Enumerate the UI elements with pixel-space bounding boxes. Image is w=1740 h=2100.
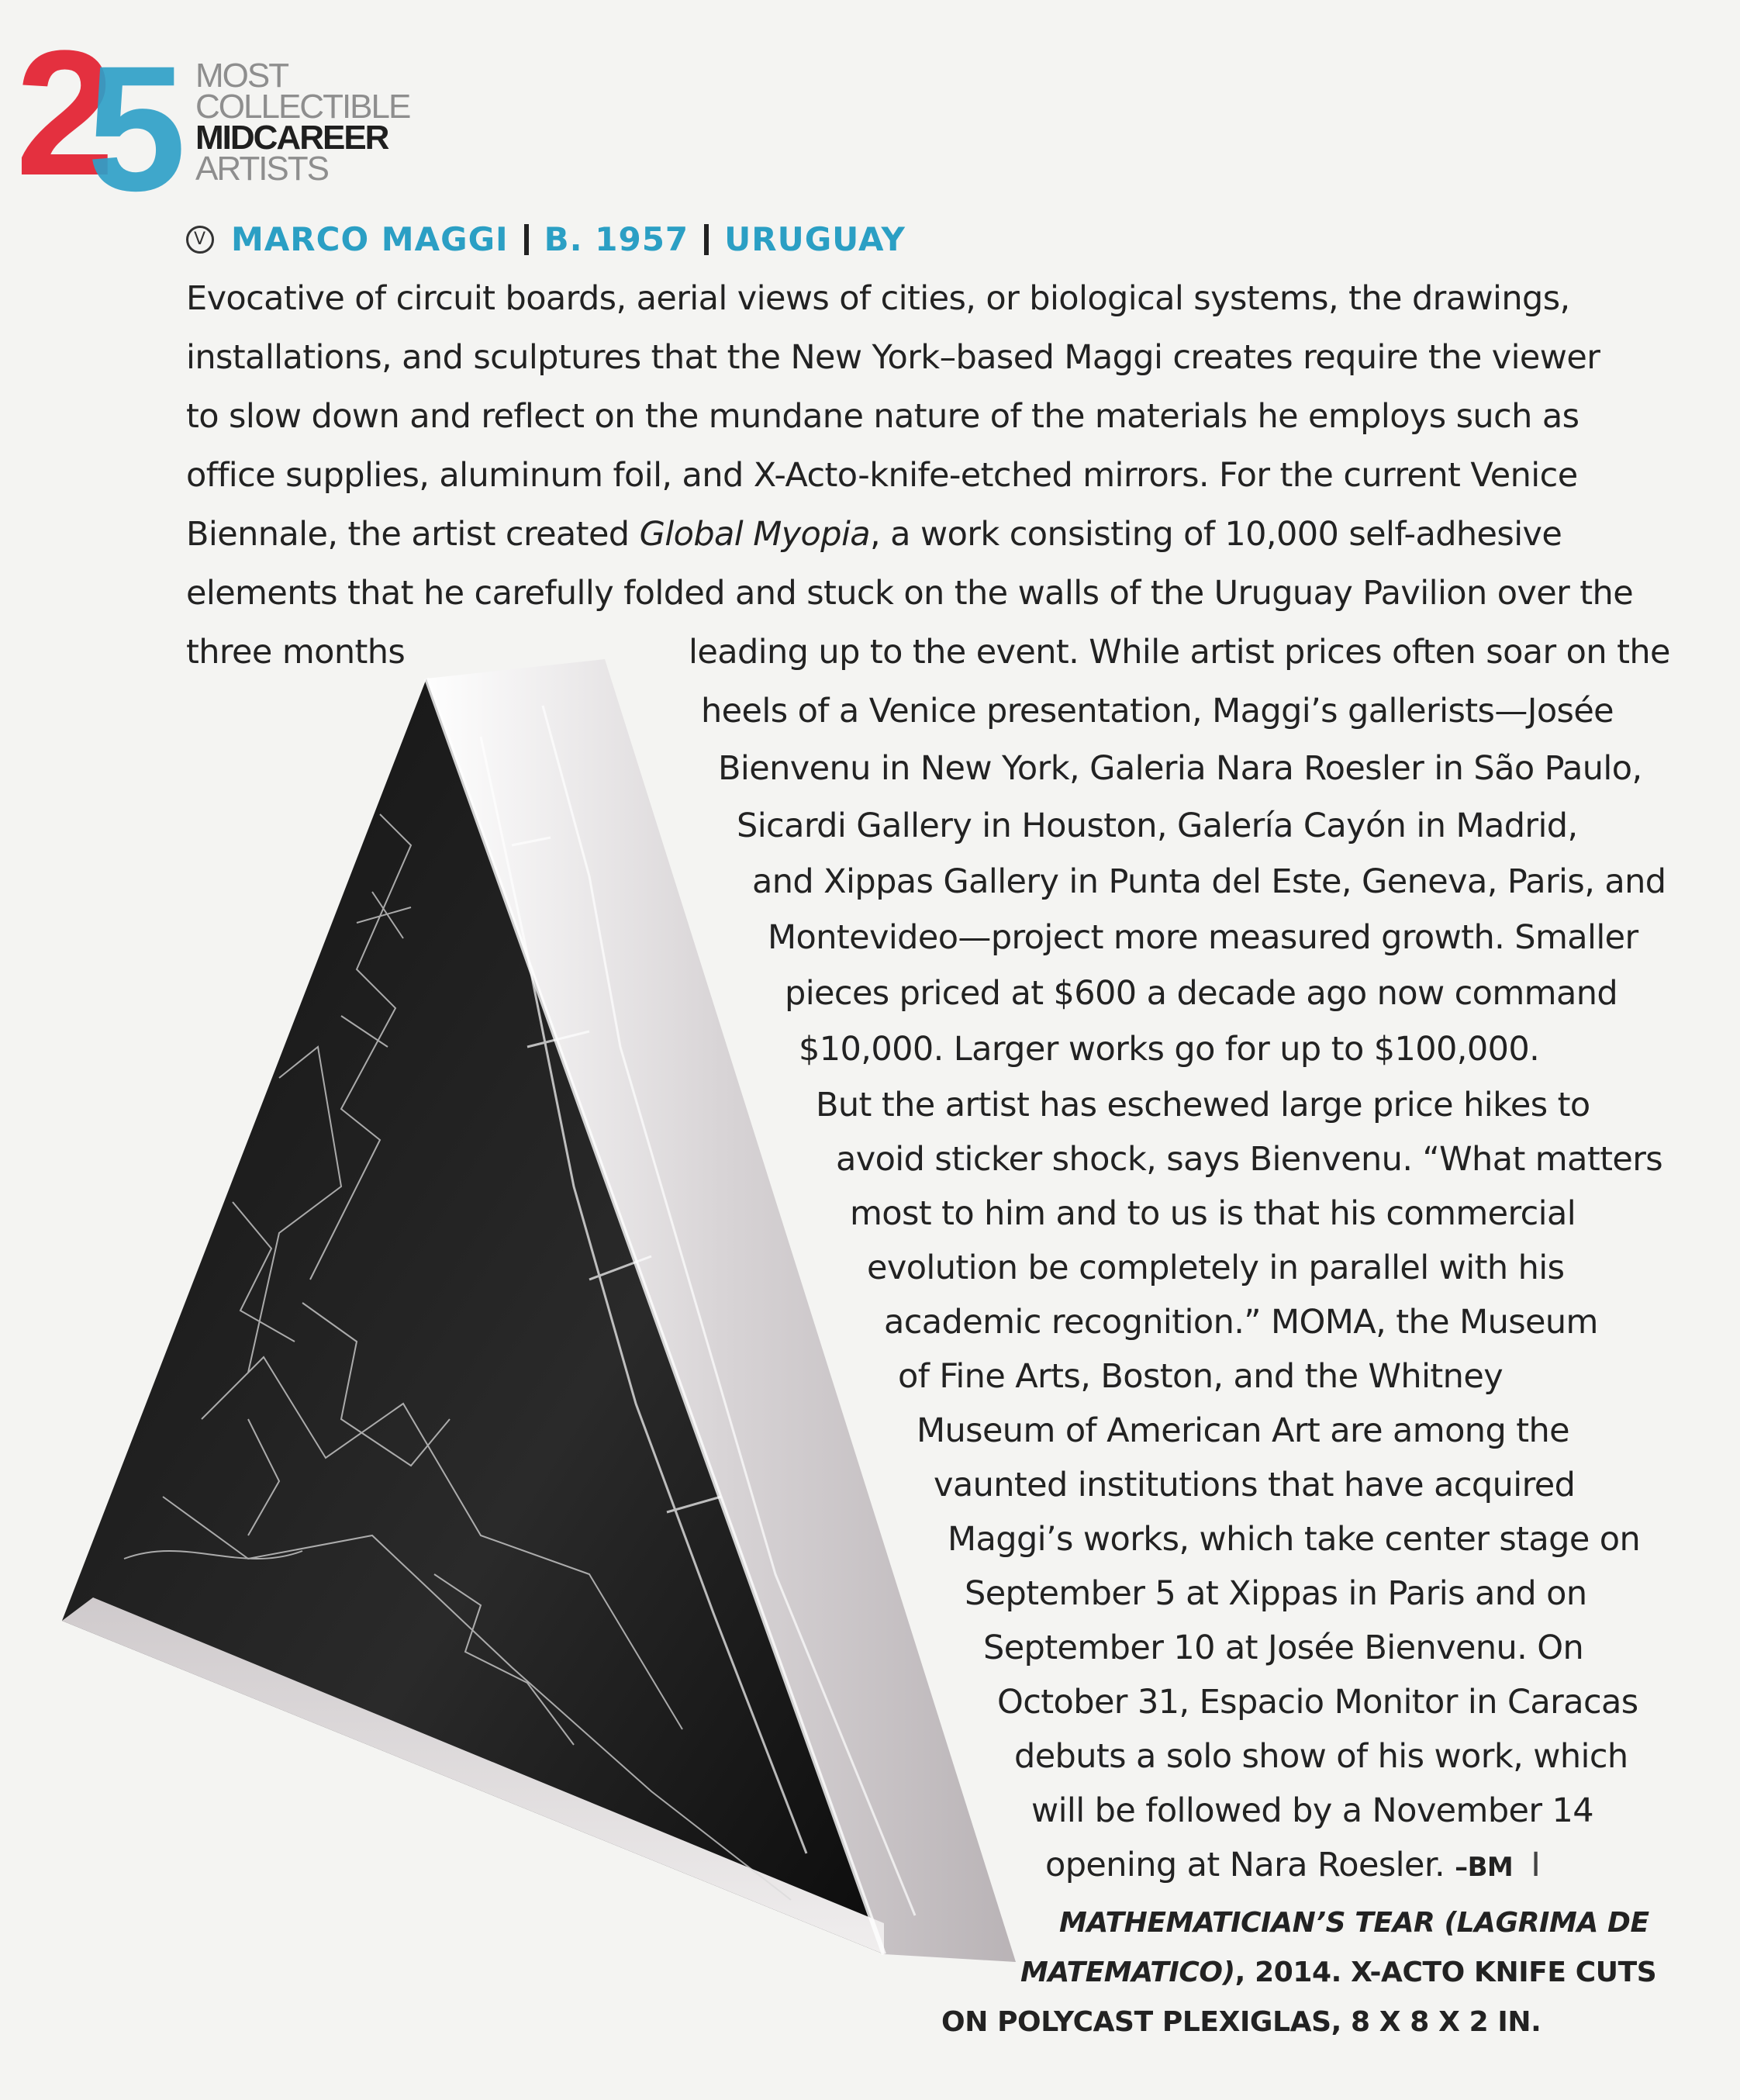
article-line: pieces priced at $600 a decade ago now command <box>785 974 1618 1013</box>
article-line: $10,000. Larger works go for up to $100,000. <box>799 1030 1540 1069</box>
article-line: three months <box>186 633 406 672</box>
caption-line <box>1020 1956 1656 1990</box>
byline-divider <box>704 224 709 255</box>
article-line <box>1045 1846 1540 1887</box>
caption-separator: I <box>1531 1846 1541 1884</box>
article-line: evolution be completely in parallel with his <box>867 1249 1565 1287</box>
logo-digit-five: 5 <box>87 29 186 209</box>
artist-name: MARCO MAGGI <box>231 220 509 258</box>
logo-25-icon <box>16 23 202 209</box>
logo-digit-two: 2 <box>16 23 115 209</box>
article-text: opening at Nara Roesler. <box>1045 1846 1445 1884</box>
v-badge-icon: V <box>186 226 214 254</box>
article-line: Bienvenu in New York, Galeria Nara Roesler in São Paulo, <box>718 749 1642 788</box>
artwork-title-global-myopia: Global Myopia <box>639 515 871 554</box>
article-text: , a work consisting of 10,000 self-adhesive <box>870 515 1562 554</box>
artist-byline <box>186 220 906 258</box>
caption-line: ON POLYCAST PLEXIGLAS, 8 X 8 X 2 IN. <box>941 2006 1541 2038</box>
article-line: Museum of American Art are among the <box>917 1411 1569 1450</box>
article-line: September 5 at Xippas in Paris and on <box>965 1574 1587 1613</box>
masthead-line-collectible: COLLECTIBLE <box>195 88 410 126</box>
author-initials: –BM <box>1455 1852 1514 1883</box>
article-text: Biennale, the artist created <box>186 515 640 554</box>
article-line: installations, and sculptures that the New York–based Maggi creates require the viewer <box>186 338 1600 377</box>
article-line: leading up to the event. While artist prices often soar on the <box>689 633 1670 672</box>
caption-line: MATHEMATICIAN’S TEAR (LAGRIMA DE <box>1059 1907 1649 1939</box>
article-line: elements that he carefully folded and stuck on the walls of the Uruguay Pavilion over the <box>186 574 1634 613</box>
article-line: Evocative of circuit boards, aerial views of cities, or biological systems, the drawings, <box>186 279 1570 318</box>
article-line: academic recognition.” MOMA, the Museum <box>884 1303 1598 1342</box>
article-line: But the artist has eschewed large price hikes to <box>816 1086 1590 1124</box>
caption-title: MATEMATICO) <box>1020 1957 1235 1988</box>
masthead-words <box>195 57 410 188</box>
article-line: will be followed by a November 14 <box>1031 1791 1594 1830</box>
article-line: of Fine Arts, Boston, and the Whitney <box>898 1357 1504 1396</box>
artist-birth-year: B. 1957 <box>544 220 689 258</box>
masthead-line-midcareer: MIDCAREER <box>195 119 388 157</box>
masthead-line-artists: ARTISTS <box>195 150 329 188</box>
caption-text: , 2014. X-ACTO KNIFE CUTS <box>1234 1957 1657 1988</box>
article-line <box>186 515 1562 554</box>
article-line: avoid sticker shock, says Bienvenu. “What matters <box>836 1140 1663 1179</box>
article-line: Montevideo—project more measured growth. Smaller <box>768 918 1638 957</box>
byline-divider <box>524 224 529 255</box>
article-line: and Xippas Gallery in Punta del Este, Geneva, Paris, and <box>752 862 1666 901</box>
article-line: most to him and to us is that his commercial <box>850 1194 1576 1233</box>
article-line: heels of a Venice presentation, Maggi’s gallerists—Josée <box>701 692 1614 731</box>
article-line: debuts a solo show of his work, which <box>1014 1737 1628 1776</box>
article-line: to slow down and reflect on the mundane nature of the materials he employs such as <box>186 397 1579 436</box>
article-line: September 10 at Josée Bienvenu. On <box>983 1629 1584 1667</box>
article-line: office supplies, aluminum foil, and X-Acto-knife-etched mirrors. For the current Venice <box>186 456 1578 495</box>
article-line: October 31, Espacio Monitor in Caracas <box>997 1683 1638 1722</box>
article-line: Sicardi Gallery in Houston, Galería Cayón in Madrid, <box>737 806 1578 845</box>
masthead-line-most: MOST <box>195 57 288 95</box>
article-line: vaunted institutions that have acquired <box>934 1466 1576 1504</box>
article-line: Maggi’s works, which take center stage on <box>948 1520 1641 1559</box>
artist-country: URUGUAY <box>724 220 906 258</box>
